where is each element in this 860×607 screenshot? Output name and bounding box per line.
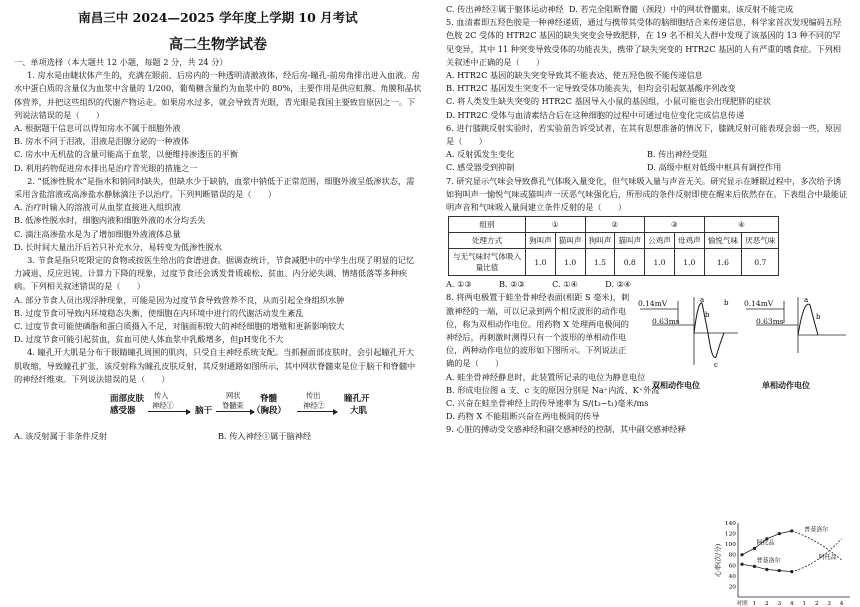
x-tick-label: 4	[839, 601, 844, 607]
data-point	[740, 553, 743, 556]
q4-option-d[interactable]: D. 若完全阻断脊髓（颈段）中的网状脊髓束，该反射不能完成	[568, 4, 794, 14]
q2-option-d[interactable]: D. 长时间大量出汗后若只补充水分，易转变为低渗性脱水	[14, 241, 222, 252]
table-cell: 处理方式	[449, 233, 526, 249]
series-label: 普萘洛尔	[804, 526, 829, 534]
table-cell: 猫叫声	[615, 233, 645, 249]
q3-option-d[interactable]: D. 过度节食可能引起贫血，贫血可使人体血浆中乳酸增多，但pH变化不大	[14, 334, 284, 345]
label-afferent: 传入	[154, 391, 169, 401]
q1-option-d[interactable]: D. 利用药物促进房水排出是治疗青光眼的措施之一	[14, 162, 198, 173]
node-brainstem: 脑干	[195, 406, 213, 417]
data-point	[765, 568, 768, 571]
q7-option-d[interactable]: D. ②④	[605, 279, 632, 290]
table-head-cell: ②	[585, 217, 645, 233]
svg-text:c: c	[714, 361, 718, 370]
q6-options-row2	[446, 161, 848, 174]
q4-options-cd	[446, 3, 848, 16]
q3-option-b[interactable]: B. 过度节食可导致内环境稳态失衡，使细胞在内环境中进行的代谢活动发生紊乱	[14, 307, 304, 318]
q8-option-c[interactable]: C. 兴奋在蛙坐骨神经上的传导速率为 S/(t₃−t₁)毫米/ms	[446, 398, 649, 409]
q2-option-b[interactable]: B. 低渗性脱水时，细胞内液和细胞外液的水分均丢失	[14, 215, 206, 226]
reflex-pathway-diagram	[14, 389, 422, 427]
q6-options-row1	[446, 148, 848, 161]
q3-option-a[interactable]: A. 部分节食人员出现浮肿现象，可能是因为过度节食导致营养不良，从而引起全身组织水肿	[14, 294, 345, 305]
q5-option-c[interactable]: C. 将人类发生缺失突变的 HTR2C 基因导入小鼠的基因组，小鼠可能也会出现肥胖的症状	[446, 96, 771, 107]
exam-subtitle: 高二生物学试卷	[169, 37, 267, 53]
table-cell: 0.8	[615, 249, 645, 276]
series-label: 阿托品	[756, 539, 775, 547]
q9-stem: 9. 心脏的搏动受交感神经和副交感神经的控制，其中副交感神经释	[446, 424, 686, 435]
svg-text:b: b	[705, 311, 710, 320]
x-tick-label: 2	[765, 601, 769, 607]
x-tick-label: 3	[777, 601, 782, 607]
label-nerve1: 神经①	[152, 401, 174, 411]
table-cell: 公鸡声	[645, 233, 675, 249]
q3-option-c[interactable]: C. 过度节食可能使磷脂和蛋白质摄入不足，对脑面积较大的神经细胞的增殖和更新影响较大	[14, 321, 345, 332]
node-face-skin: 面部皮肤	[110, 394, 145, 405]
q5-option-a[interactable]: A. HTR2C 基因的缺失突变导致其不能表达，使五羟色胺不能传递信息	[446, 70, 703, 81]
left-column	[14, 0, 422, 443]
y-tick-label: 120	[724, 531, 736, 538]
fig2-caption: 单相动作电位	[762, 380, 810, 391]
fig1-voltage: 0.14mV	[638, 299, 668, 309]
data-point	[778, 569, 781, 572]
q4-option-b[interactable]: B. 传入神经①属于脑神经	[218, 431, 312, 442]
series-label: 阿托品	[818, 553, 837, 561]
q6-option-c[interactable]: C. 感受器受到抑制	[446, 162, 515, 173]
data-point	[753, 565, 756, 568]
q4-option-c[interactable]: C. 传出神经②属于躯体运动神经	[446, 4, 564, 14]
table-cell: 0.7	[742, 249, 779, 276]
data-point	[753, 547, 756, 550]
table-cell: 1.0	[526, 249, 556, 276]
node-dilator: 瞳孔开	[344, 394, 370, 405]
q6-option-d[interactable]: D. 高级中枢对低级中枢具有调控作用	[647, 162, 782, 173]
table-head-row	[449, 217, 779, 233]
table-cell: 1.5	[585, 249, 615, 276]
table-head-cell: ④	[704, 217, 779, 233]
table-head-cell: ①	[526, 217, 586, 233]
monophasic-waveform	[744, 293, 848, 373]
q1-option-c[interactable]: C. 房水中无机盐的含量可能高于血浆，以便维持渗透压的平衡	[14, 149, 239, 160]
table-cell: 狗叫声	[526, 233, 556, 249]
q8-stem: 8. 将两电极置于蛙坐骨神经表面(相距 S 毫米)，刺激神经的一端，可以记录到两个相反波形的动作电位，称为双相动作电位。用药物 X 处理两电极间的神经后，再刺激时测得只有一个波形的单相动作电位，两种动作电位的波形如下图所示。下列说法正确的是（ ）	[446, 292, 630, 369]
arrow-1	[148, 411, 190, 412]
node-muscle: 大肌	[350, 406, 368, 417]
q6-option-b[interactable]: B. 传出神经受阻	[647, 149, 708, 160]
table-cell: 1.0	[645, 249, 675, 276]
table-cell: 1.0	[555, 249, 585, 276]
q7-table	[448, 216, 779, 276]
q4-option-a[interactable]: A. 该反射属于非条件反射	[14, 431, 107, 442]
q7-option-c[interactable]: C. ①④	[552, 279, 578, 290]
q7-option-a[interactable]: A. ①③	[446, 279, 472, 290]
monophasic-ap-figure	[744, 293, 848, 393]
q4-stem: 4. 瞳孔开大肌是分布于眼睛瞳孔周围的肌肉，只受自主神经系统支配。当抓握面部皮肤时，会引起瞳孔开大肌收缩，导致瞳孔扩张，该反射称为瞳孔皮肤反射，其反射通路如图所示，其中网状脊髓束是位于脑干和脊髓中的神经纤维束。下列说法错误的是（ ）	[14, 347, 416, 384]
q4-options-row	[14, 430, 422, 443]
svg-text:b: b	[724, 299, 729, 308]
table-head-cell: 组别	[449, 217, 526, 233]
fig2-voltage: 0.14mV	[744, 299, 774, 309]
fig1-caption: 双相动作电位	[652, 380, 700, 391]
arrow-3	[297, 411, 337, 412]
y-tick-label: 140	[724, 521, 736, 527]
svg-text:b: b	[816, 313, 821, 322]
y-tick-label: 100	[724, 542, 736, 549]
y-axis-label: 心率(次/分)	[714, 543, 722, 577]
q3-stem: 3. 节食是指只吃限定的食物或按医生给出的食谱进食。据调查统计，节食减肥中的中学生出现了明显的记忆力减退、反应迟钝、计算力下降的现象，过度节食还会诱发骨质疏松、贫血、内分泌失调、情绪低落等多种疾病。下列相关叙述错误的是（ ）	[14, 255, 415, 292]
table-cell: 狗叫声	[585, 233, 615, 249]
x-tick-label: 1	[802, 601, 807, 607]
q7-stem: 7. 研究显示气味会导致鼻孔气体吸入量变化，但气味吸入量与声音无关。研究显示在睡眠过程中，多次给予诱如狗叫声一愉悦气味或猫叫声一厌恶气味强化后，所形成的条件反射即使在醒来后依然存在。下表组合中最能证明声音和气味吸入量间建立条件反射的是（ ）	[446, 175, 848, 213]
q6-stem: 6. 进行膝跳反射实验时，若实验前告诉受试者，在其有思想准备的情况下，膝跳反射可能表现会弱一些，原因是（ ）	[446, 122, 842, 147]
q5-option-b[interactable]: B. HTR2C 基因发生突变不一定导致受体功能丧失，但均会引起氨基酸序列改变	[446, 83, 736, 94]
section-heading: 一、单项选择（本大题共 12 小题，每题 2 分，共 24 分）	[14, 57, 228, 67]
q1-option-b[interactable]: B. 房水不同于泪液，泪液是泪腺分泌的一种液体	[14, 136, 189, 147]
biphasic-waveform	[638, 293, 740, 373]
x-tick-label: 对照	[736, 601, 748, 607]
x-tick-label: 3	[827, 601, 831, 607]
node-receptor: 感受器	[110, 406, 136, 417]
right-column	[446, 0, 848, 437]
q5-option-d[interactable]: D. HTR2C 受体与血清素结合后在这种细胞的过程中可通过电位变化完成信息传递	[446, 109, 745, 120]
node-thoracic: （胸段）	[252, 406, 287, 417]
svg-text:a: a	[700, 296, 705, 305]
y-tick-label: 60	[728, 563, 736, 570]
svg-text:a: a	[804, 296, 809, 305]
x-tick-label: 1	[752, 601, 757, 607]
q8-option-d[interactable]: D. 药物 X 不能阻断兴奋在两电极间的传导	[446, 411, 600, 422]
q2-option-c[interactable]: C. 滴注高渗盐水是为了增加细胞外液液体总量	[14, 228, 181, 239]
exam-title: 南昌三中 2024—2025 学年度上学期 10 月考试	[78, 10, 358, 25]
y-tick-label: 20	[728, 584, 736, 591]
fig2-time: 0.63ms	[756, 317, 784, 327]
table-cell: 愉悦气味	[704, 233, 741, 249]
heart-rate-chart	[714, 515, 856, 607]
table-row	[449, 233, 779, 249]
q1-stem: 1. 房水是由睫状体产生的，充满在眼前、后房内的一种透明清澈液体，经后房-瞳孔-前房角排出进入血液。房水中蛋白质的含量仅为血浆中含量的 1/200，葡萄糖含量约为血浆中的 80%，主要作用是供应虹膜、角膜和晶状体营养，并把这些组织的代谢产物运走。如果房水过多，就会导致青光眼，青光眼是我国主要致盲原因之一。下列说法错误的是（ ）	[14, 70, 422, 120]
q6-option-a[interactable]: A. 反射弧发生变化	[446, 149, 515, 160]
data-point	[778, 532, 781, 535]
x-tick-label: 4	[789, 601, 794, 607]
table-cell: 母鸡声	[674, 233, 704, 249]
q8-option-a[interactable]: A. 蛙坐骨神经静息时，此装置所记录的电位为静息电位	[446, 371, 646, 382]
table-head-cell: ③	[645, 217, 705, 233]
q2-stem: 2. “低渗性脱水”是指水和钠同时缺失，但缺水少于缺钠，血浆中钠低于正常范围，细胞外液呈低渗状态，需采用含盐溶液或高渗盐水静脉滴注予以治疗。下列判断错误的是（ ）	[14, 175, 415, 200]
table-row	[449, 249, 779, 276]
q2-option-a[interactable]: A. 治疗时输入的溶液可从血浆直接进入组织液	[14, 202, 181, 213]
table-cell: 1.6	[704, 249, 741, 276]
y-tick-label: 40	[728, 573, 736, 580]
label-efferent: 传出	[306, 391, 321, 401]
q1-option-a[interactable]: A. 根据题干信息可以得知房水不属于细胞外液	[14, 123, 181, 134]
label-nerve2: 神经②	[303, 401, 325, 411]
table-cell: 1.0	[674, 249, 704, 276]
q7-options	[446, 278, 848, 291]
table-cell: 猫叫声	[555, 233, 585, 249]
biphasic-ap-figure	[638, 293, 740, 393]
label-spinal-tract: 脊髓束	[222, 401, 244, 411]
arrow-2	[216, 411, 254, 412]
node-spinal-cord: 脊髓	[260, 394, 278, 405]
x-tick-label: 2	[814, 601, 819, 607]
q7-option-b[interactable]: B. ②③	[498, 279, 525, 290]
table-cell: 与无气味时气体吸入量比值	[449, 249, 526, 276]
series-label: 普萘洛尔	[756, 557, 781, 565]
y-tick-label: 80	[728, 552, 736, 559]
q8-option-b[interactable]: B. 形成电位图 a 支、c 支的原因分别是 Na⁺内流、K⁺外流	[446, 384, 660, 395]
label-reticulo: 网状	[226, 391, 241, 401]
q5-stem: 5. 血清素即五羟色胺是一种神经递质，通过与携带其受体的脑细胞结合来传递信息，科学家首次发现编码五羟色胺 2C 受体的 HTR2C 基因的缺失突变会导致肥胖，在 19 名不相关人群中发现了该基因的 13 种不同的罕见变异，其中 11 种突变导致受体的功能丧失，携带了缺失突变的 HTR2C 基因的人有严重的嗜食症。下列相关叙述中正确的是（ ）	[446, 17, 842, 67]
fig1-time: 0.63ms	[652, 317, 680, 327]
data-point	[740, 563, 743, 566]
table-cell: 厌恶气味	[742, 233, 779, 249]
